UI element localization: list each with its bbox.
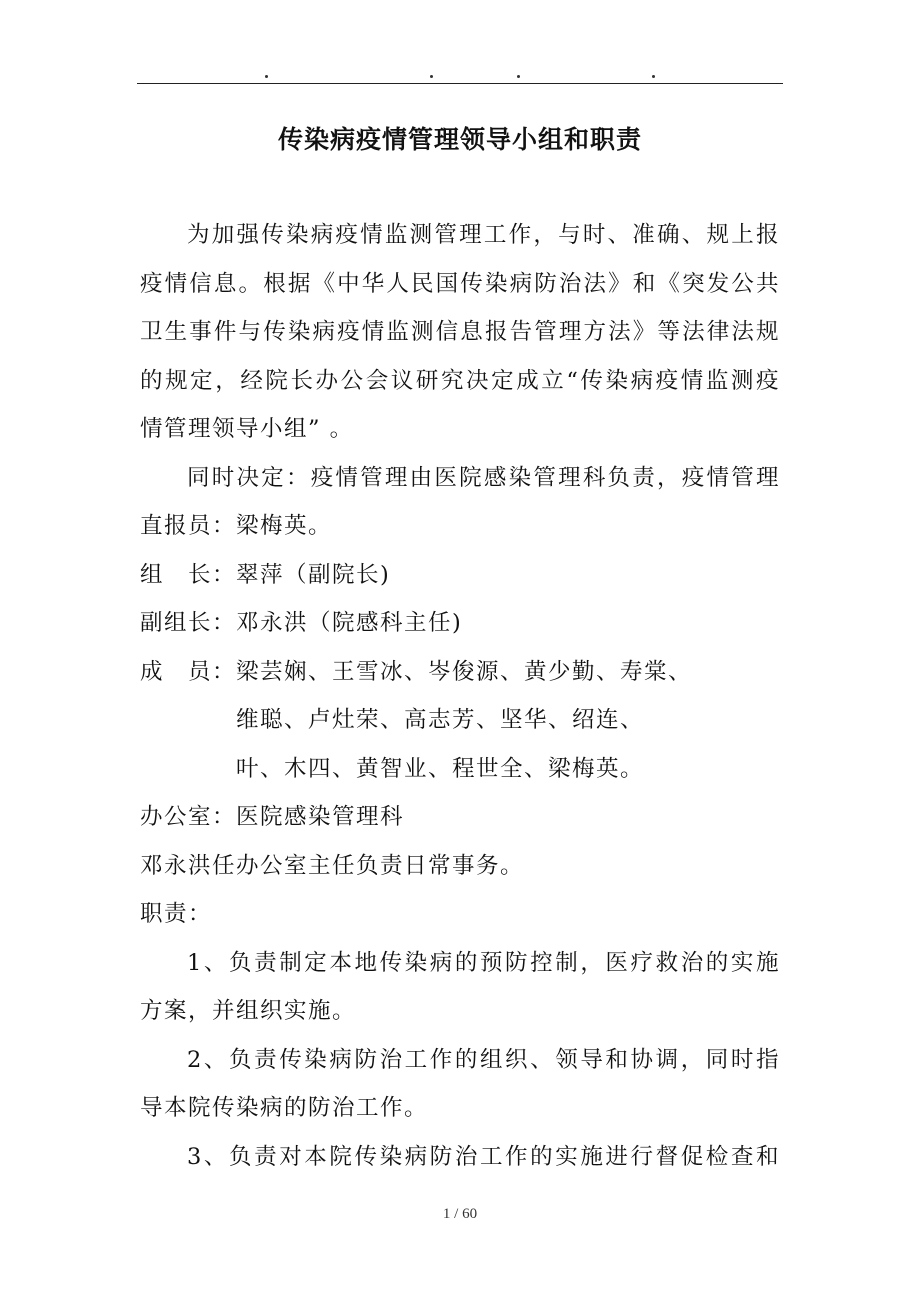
header-dot <box>430 75 433 78</box>
duty-line: 1、负责制定本地传染病的预防控制，医疗救治的实施 <box>187 949 780 976</box>
document-body <box>140 211 780 1181</box>
header-dot <box>265 75 268 78</box>
page-title: 传染病疫情管理领导小组和职责 <box>277 125 642 154</box>
duty-line: 导本院传染病的防治工作。 <box>140 1095 429 1121</box>
leader-value: 翠萍（副院长) <box>236 561 391 588</box>
intro-line: 卫生事件与传染病疫情监测信息报告管理方法》等法律法规 <box>140 319 780 345</box>
office-value: 医院感染管理科 <box>236 804 405 830</box>
office-label: 办公室： <box>140 804 237 830</box>
office-row <box>140 793 780 842</box>
intro-line: 疫情信息。根据《中华人民国传染病防治法》和《突发公共 <box>140 270 780 297</box>
duty-line: 2、负责传染病防治工作的组织、领导和协调，同时指 <box>187 1046 780 1073</box>
vice-leader-label: 副组长： <box>140 610 237 636</box>
duties-heading: 职责： <box>140 901 213 927</box>
duty-line: 3、负责对本院传染病防治工作的实施进行督促检查和 <box>187 1143 780 1170</box>
leader-label: 组 长： <box>140 561 237 588</box>
intro-line: 情管理领导小组” 。 <box>140 416 354 442</box>
header-rule <box>137 83 783 84</box>
intro-line: 的规定，经院长办公会议研究决定成立“传染病疫情监测疫 <box>140 367 780 394</box>
office-note: 邓永洪任办公室主任负责日常事务。 <box>140 852 525 879</box>
page-number: 1 / 60 <box>442 1206 478 1222</box>
members-line: 叶、木四、黄智业、程世全、梁梅英。 <box>236 755 645 782</box>
members-line: 梁芸娴、王雪冰、岑俊源、黄少勤、寿棠、 <box>236 658 693 685</box>
members-row <box>140 648 780 697</box>
decision-line: 同时决定：疫情管理由医院感染管理科负责，疫情管理 <box>187 464 780 491</box>
decision-line: 直报员：梁梅英。 <box>140 513 333 539</box>
members-label: 成 员： <box>140 658 237 685</box>
header-dot <box>517 75 520 78</box>
duty-line: 方案，并组织实施。 <box>140 998 357 1024</box>
leader-row <box>140 551 780 600</box>
vice-leader-row <box>140 599 780 648</box>
vice-leader-value: 邓永洪（院感科主任) <box>236 610 463 636</box>
members-line: 维聪、卢灶荣、高志芳、坚华、绍连、 <box>236 707 645 733</box>
header-dot <box>652 75 655 78</box>
intro-line: 为加强传染病疫情监测管理工作，与时、准确、规上报 <box>187 222 780 248</box>
